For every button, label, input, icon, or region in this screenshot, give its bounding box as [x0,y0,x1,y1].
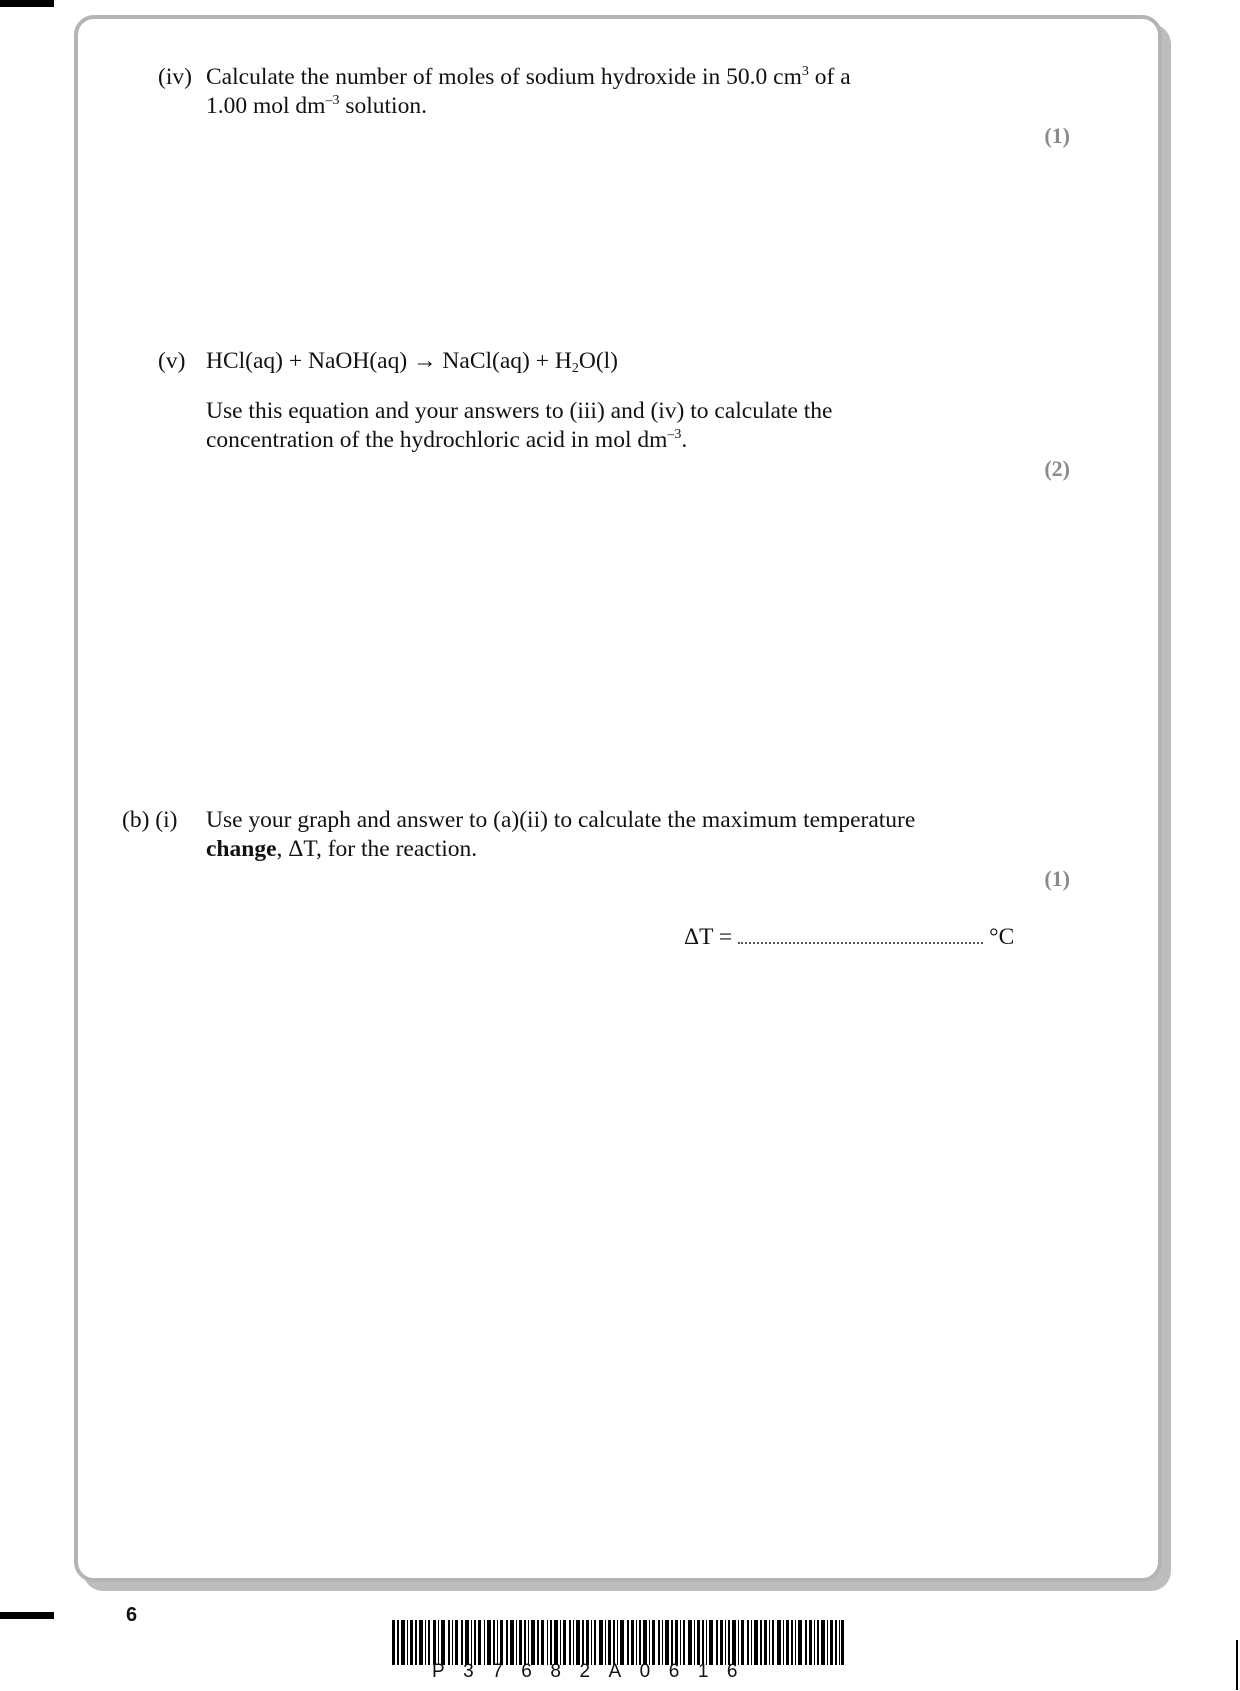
q-v-equation [206,347,618,376]
q-iv-line2-sup: –3 [325,93,340,108]
q-bi-answer-field[interactable] [738,924,983,944]
q-iv-line2-end: solution. [339,93,427,119]
q-bi-line2 [206,835,477,864]
q-iv-line1 [206,63,851,92]
q-bi-answer-unit: °C [989,924,1015,950]
page-number: 6 [126,1604,138,1626]
barcode-image [392,1620,844,1665]
q-v-answer-space[interactable] [200,495,1060,785]
q-bi-answer-space[interactable] [120,975,1060,1535]
q-bi-line2-bold: change [206,836,277,862]
q-iv-line1-text: Calculate the number of moles of sodium hydroxide in 50.0 cm [206,64,802,90]
q-v-eq-sub: 2 [571,361,579,376]
q-v-line2-text: concentration of the hydrochloric acid in mol dm [206,427,668,453]
q-iv-label: (iv) [158,64,192,90]
q-v-eq-end: O(l) [578,348,619,374]
q-v-eq-text: HCl(aq) + NaOH(aq) → NaCl(aq) + H [206,348,572,374]
q-iv-answer-space[interactable] [200,160,1060,330]
q-v-line1: Use this equation and your answers to (iii) and (iv) to calculate the [206,398,833,424]
q-iv-line1-end: of a [808,64,851,90]
q-iv-marks: (1) [1044,123,1070,148]
q-bi-label: (b) (i) [122,807,178,833]
q-bi-line2-rest: , ΔT, for the reaction. [276,836,478,862]
barcode-text: P37682A0616 [432,1661,756,1682]
q-v-marks: (2) [1044,456,1070,481]
q-iv-line2 [206,92,427,121]
edge-mark-top [0,0,54,7]
q-bi-answer-line [684,923,1014,952]
q-iv-line2-text: 1.00 mol dm [206,93,326,119]
q-v-line2-sup: –3 [667,427,682,442]
edge-mark-bottom [0,1612,54,1619]
q-bi-line1: Use your graph and answer to (a)(ii) to calculate the maximum temperature [206,807,916,833]
q-v-line2-end: . [681,427,688,453]
edge-mark-right [1236,1640,1238,1690]
q-iv-line1-sup: 3 [801,64,809,79]
q-bi-answer-label: ΔT = [684,924,733,950]
q-v-line2 [206,426,687,455]
q-v-label: (v) [158,348,186,374]
q-bi-marks: (1) [1044,866,1070,891]
